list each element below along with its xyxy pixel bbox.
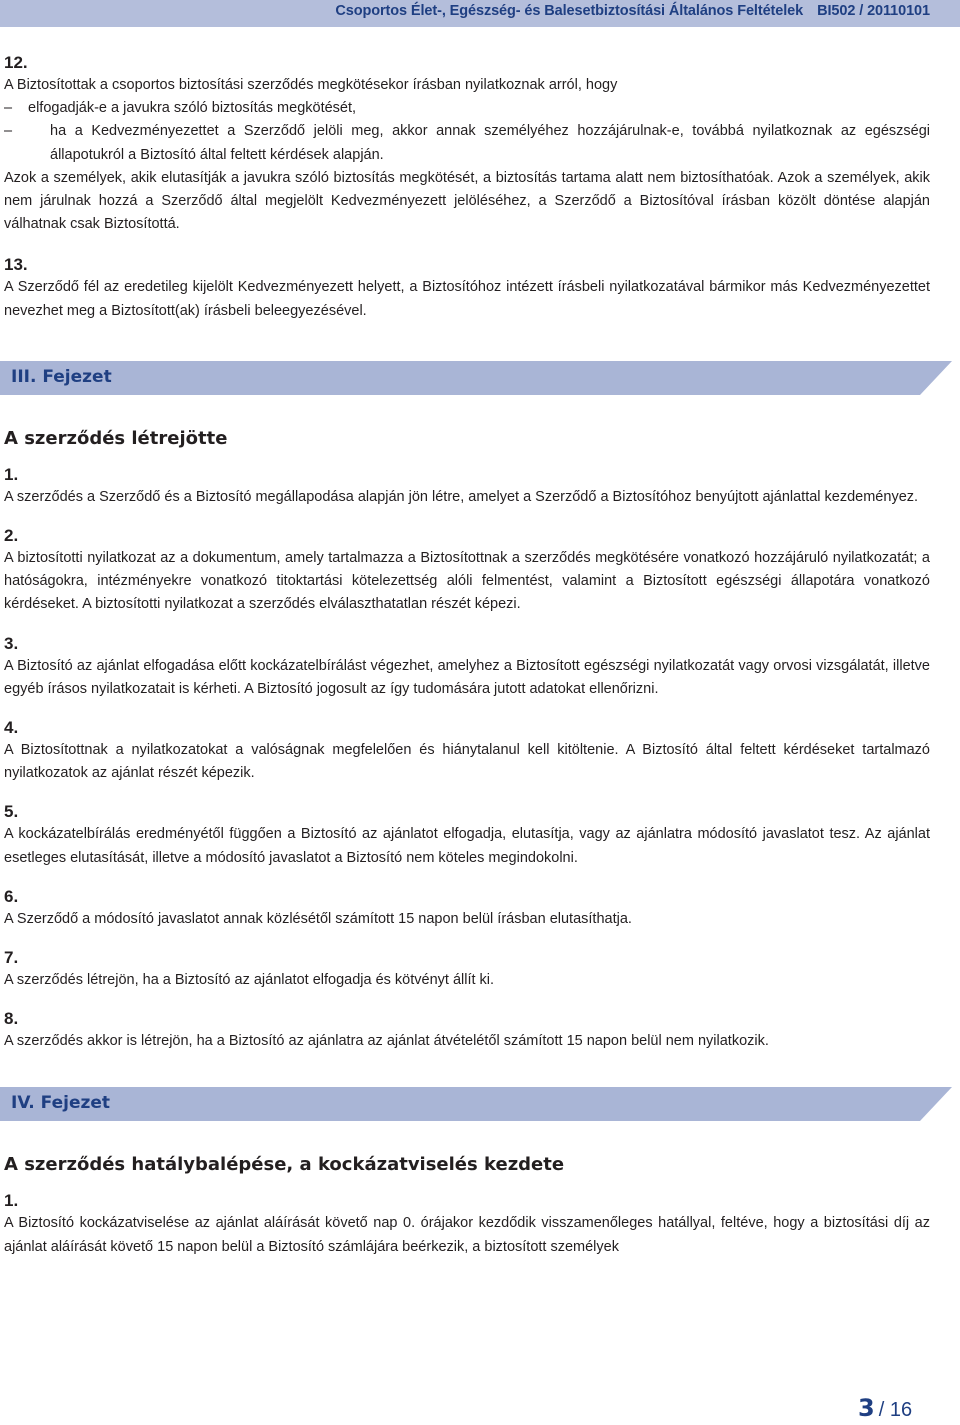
chapter-band-shape bbox=[0, 361, 952, 395]
section-paragraph: A szerződés létrejön, ha a Biztosító az ajánlatot elfogadja és kötvényt állít ki. bbox=[4, 972, 495, 989]
page-header bbox=[0, 0, 960, 27]
chapter-label: IV. Fejezet bbox=[11, 1093, 111, 1114]
section-number: 12. bbox=[4, 53, 28, 72]
list-item bbox=[4, 120, 930, 166]
section-number: 1. bbox=[4, 1191, 19, 1211]
document-body bbox=[4, 52, 930, 1273]
section-paragraph: A szerződés akkor is létrejön, ha a Biztosító az ajánlatra az ajánlat átvételétől számított 15 napon belül nem nyilatkozik. bbox=[4, 1033, 769, 1050]
section-item bbox=[4, 801, 930, 869]
section-item bbox=[4, 525, 930, 617]
section-13 bbox=[4, 254, 930, 322]
section-paragraph: A biztosítotti nyilatkozat az a dokumentum, amely tartalmazza a Biztosítottnak a szerződés megkötésére vonatkozó hozzájáruló nyilatkozatát; a hatóságokra, intézményekre vonatkozó titoktartási kötelezettség alóli felmentést, valamint a Biztosított egészségi állapotára vonatkozó kérdéseket. A biztosítotti nyilatkozat a szerződés elválaszthatatlan részét képezi. bbox=[4, 550, 930, 613]
section-item bbox=[4, 717, 930, 785]
section-paragraph: A szerződés a Szerződő és a Biztosító megállapodása alapján jön létre, amelyet a Szerződő a Biztosítóhoz benyújtott ajánlattal kezdeményez. bbox=[4, 488, 919, 505]
section-number: 8. bbox=[4, 1009, 19, 1029]
section-intro: A Biztosítottak a csoportos biztosítási szerződés megkötésekor írásban nyilatkoznak arról, hogy bbox=[4, 77, 618, 93]
section-number: 4. bbox=[4, 718, 19, 738]
section-paragraph: Azok a személyek, akik elutasítják a javukra szóló biztosítás megkötését, a biztosítás tartama alatt nem biztosíthatóak. Azok a személyek, akik nem járulnak hozzá a Szerződő által megjelölt Kedvezményezett jelöléséhez, a Szerződő a Biztosítóval írásban közölt döntése alapján válhatnak csak Biztosítottá. bbox=[4, 169, 930, 233]
section-number: 13. bbox=[4, 255, 28, 275]
list-item bbox=[4, 97, 930, 120]
document-title-line bbox=[335, 3, 930, 19]
section-item bbox=[4, 886, 930, 931]
dash-bullet: – bbox=[4, 100, 13, 117]
section-number: 1. bbox=[4, 464, 19, 484]
section-item bbox=[4, 633, 930, 701]
chapter-sections bbox=[4, 1190, 930, 1258]
section-paragraph: A kockázatelbírálás eredményétől függően a Biztosító az ajánlatot elfogadja, elutasítja, vagy az ajánlatra módosító javaslatot tesz. Az ajánlat esetleges elutasítását, illetve a módosító javaslatot a Biztosító nem köteles megindokolni. bbox=[4, 826, 930, 866]
list-item-text: elfogadják-e a javukra szóló biztosítás megkötését, bbox=[28, 100, 357, 117]
section-number: 6. bbox=[4, 886, 19, 906]
section-item bbox=[4, 947, 930, 992]
section-paragraph: A Biztosító az ajánlat elfogadása előtt kockázatelbírálást végezhet, amelyhez a Biztosított egészségi nyilatkozatát vagy orvosi vizsgálatát, illetve egyéb írásos nyilatkozatait is kérheti. A Biztosító jogosult az így tudomására jutott adatokat ellenőrizni. bbox=[4, 657, 930, 697]
section-item bbox=[4, 1008, 930, 1053]
section-number: 3. bbox=[4, 633, 19, 653]
chapter-title: A szerződés hatálybalépése, a kockázatviselés kezdete bbox=[4, 1154, 565, 1176]
chapter-label: III. Fejezet bbox=[11, 366, 112, 387]
chapter-sections bbox=[4, 464, 930, 1054]
chapter-band bbox=[0, 361, 952, 395]
section-paragraph: A Biztosítottnak a nyilatkozatokat a valóságnak megfelelően és hiánytalanul kell kitöltenie. A Biztosító által feltett kérdéseket tartalmazó nyilatkozatok az ajánlat részét képezik. bbox=[4, 742, 930, 782]
section-number: 2. bbox=[4, 526, 19, 546]
document-code: BI502 / 20110101 bbox=[817, 3, 930, 19]
section-paragraph: A Biztosító kockázatviselése az ajánlat aláírását követő nap 0. órájakor kezdődik visszamenőleges hatállyal, feltéve, hogy a biztosítási díj az ajánlat aláírását követő 15 napon belül a Biztosító számlájára beérkezik, a biztosított személyek bbox=[4, 1215, 930, 1255]
total-pages: / 16 bbox=[878, 1399, 913, 1421]
section-paragraph: A Szerződő fél az eredetileg kijelölt Kedvezményezett helyett, a Biztosítóhoz intézett írásbeli nyilatkozatával bármikor más Kedvezményezettet nevezhet meg a Biztosított(ak) írásbeli beleegyezésével. bbox=[4, 279, 930, 319]
dash-bullet: – bbox=[4, 123, 13, 140]
section-number: 5. bbox=[4, 802, 19, 822]
section-item bbox=[4, 1190, 930, 1258]
section-number: 7. bbox=[4, 948, 19, 968]
page-number bbox=[858, 1394, 912, 1422]
list-item-text: ha a Kedvezményezettet a Szerződő jelöli meg, akkor annak személyéhez hozzájárulnak-e, továbbá nyilatkoznak az egészségi állapotukról a Biztosító által feltett kérdések alapján. bbox=[50, 123, 930, 163]
section-item bbox=[4, 464, 930, 509]
chapter-band bbox=[0, 1087, 952, 1121]
chapter-title: A szerződés létrejötte bbox=[4, 427, 228, 449]
current-page: 3 bbox=[858, 1394, 875, 1422]
chapter-band-shape bbox=[0, 1087, 952, 1121]
document-title: Csoportos Élet-, Egészség- és Balesetbiztosítási Általános Feltételek bbox=[335, 3, 804, 19]
section-paragraph: A Szerződő a módosító javaslatot annak közlésétől számított 15 napon belül írásban elutasíthatja. bbox=[4, 910, 632, 927]
section-12 bbox=[4, 52, 930, 236]
